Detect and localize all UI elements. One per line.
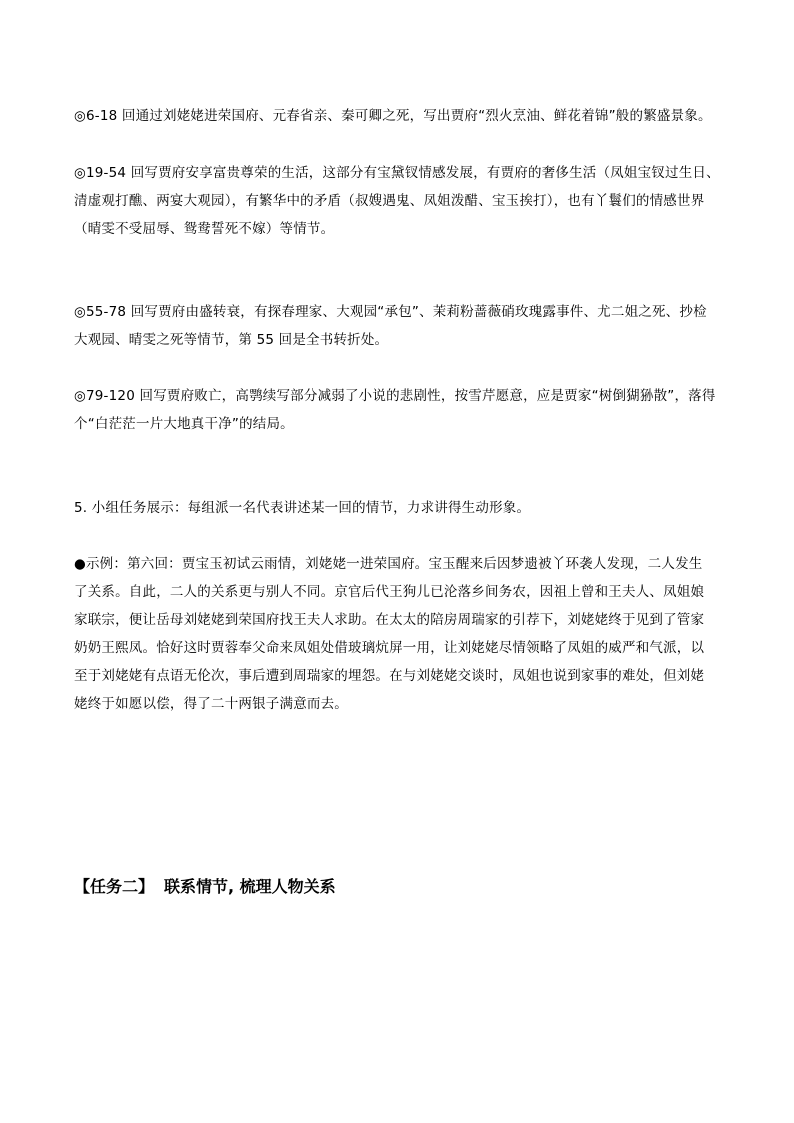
text-line: （晴雯不受屈辱、鸳鸯誓死不嫁）等情节。 (74, 221, 335, 237)
text-line: 个“白茫茫一片大地真干净”的结局。 (74, 416, 294, 432)
section-heading-label: 【任务二】 (74, 877, 155, 896)
text-line: 奶奶王熙凤。恰好这时贾蓉奉父命来凤姐处借玻璃炕屏一用，让刘姥姥尽情领略了凤姐的威严和气派，以 (74, 640, 705, 656)
text-line: 了关系。自此，二人的关系更与别人不同。京官后代王狗儿已沦落乡间务农，因祖上曾和王夫人、凤姐娘 (74, 584, 705, 600)
text-line: ●示例：第六回：贾宝玉初试云雨情，刘姥姥一进荣国府。宝玉醒来后因梦遗被丫环袭人发现，二人发生 (74, 556, 703, 572)
section-heading-title: 联系情节, 梳理人物关系 (164, 877, 336, 896)
text-line: 姥终于如愿以偿，得了二十两银子满意而去。 (74, 696, 348, 712)
paragraph-task-5 (74, 494, 730, 522)
paragraph-chapters-79-120 (74, 382, 730, 438)
text-line: 清虚观打醮、两宴大观园），有繁华中的矛盾（叔嫂遇鬼、凤姐泼醋、宝玉挨打），也有丫鬟们的情感世界 (74, 193, 705, 209)
text-line: 大观园、晴雯之死等情节，第 55 回是全书转折处。 (74, 332, 389, 348)
section-heading (74, 874, 336, 900)
paragraph-chapters-55-78 (74, 298, 730, 354)
text-line: 5. 小组任务展示：每组派一名代表讲述某一回的情节，力求讲得生动形象。 (74, 500, 531, 516)
text-line: ◎19-54 回写贾府安享富贵尊荣的生活，这部分有宝黛钗情感发展，有贾府的奢侈生活（凤姐宝钗过生日、 (74, 165, 720, 181)
paragraph-chapters-6-18 (74, 102, 730, 130)
text-line: 家联宗，便让岳母刘姥姥到荣国府找王夫人求助。在太太的陪房周瑞家的引荐下，刘姥姥终于见到了管家 (74, 612, 705, 628)
text-line: 至于刘姥姥有点语无伦次，事后遭到周瑞家的埋怨。在与刘姥姥交谈时，凤姐也说到家事的难处，但刘姥 (74, 668, 705, 684)
paragraph-example (74, 550, 730, 718)
paragraph-chapters-19-54 (74, 159, 730, 243)
text-line: ◎6-18 回通过刘姥姥进荣国府、元春省亲、秦可卿之死，写出贾府“烈火烹油、鲜花着锦”般的繁盛景象。 (74, 108, 712, 124)
text-line: ◎79-120 回写贾府败亡，高鹗续写部分减弱了小说的悲剧性，按雪芹愿意，应是贾家“树倒猢狲散”，落得 (74, 388, 716, 404)
text-line: ◎55-78 回写贾府由盛转衰，有探春理家、大观园“承包”、茉莉粉蔷薇硝玫瑰露事件、尤二姐之死、抄检 (74, 304, 707, 320)
